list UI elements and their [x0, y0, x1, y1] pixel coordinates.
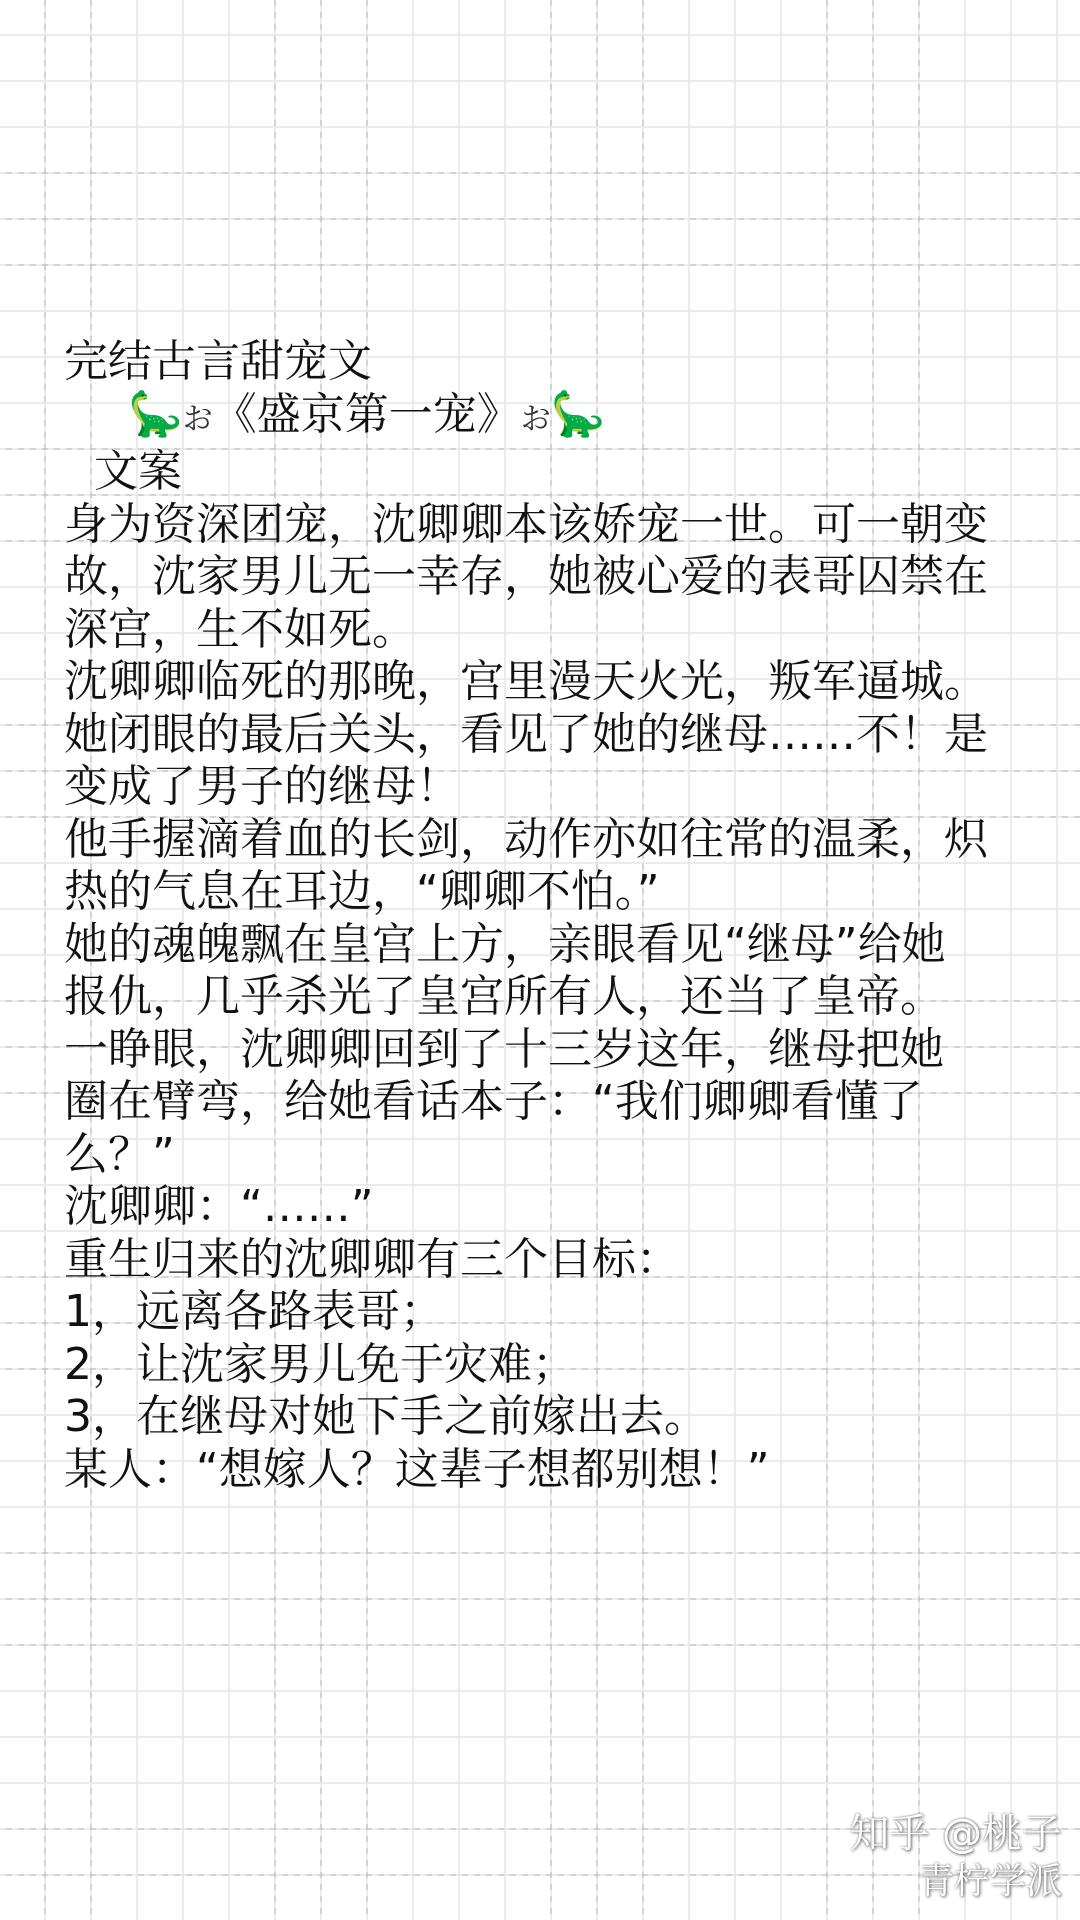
doc-title: 完结古言甜宠文 — [64, 336, 372, 387]
book-title-line — [64, 389, 1024, 447]
text-line: 热的气息在耳边，“卿卿不怕。” — [64, 866, 660, 917]
watermark-bottom: 青柠学派 — [917, 1861, 1062, 1902]
text-line: 一睁眼，沈卿卿回到了十三岁这年，继母把她 — [64, 1023, 944, 1075]
text-line: 深宫，生不如死。 — [64, 603, 416, 655]
text-line: 沈卿卿临死的那晚，宫里漫天火光，叛军逼城。 — [64, 656, 988, 707]
book-name: 《盛京第一宠》 — [212, 388, 521, 440]
text-line: 1，远离各路表哥； — [64, 1286, 444, 1337]
left-deco: お — [182, 401, 213, 437]
dinosaur-icon: 🦕 — [550, 388, 606, 440]
synopsis — [64, 499, 1024, 1497]
text-line: 身为资深团宠，沈卿卿本该娇宠一世。可一朝变 — [64, 498, 988, 550]
section-heading: 文案 — [94, 446, 182, 497]
right-deco: お — [520, 401, 551, 437]
document-text — [64, 336, 1024, 1496]
watermark-top: 知乎 @桃子 — [849, 1811, 1062, 1857]
text-line: 沈卿卿：“……” — [64, 1181, 374, 1232]
text-line: 她的魂魄飘在皇宫上方，亲眼看见“继母”给她 — [64, 918, 946, 970]
text-line: 3，在继母对她下手之前嫁出去。 — [64, 1391, 708, 1442]
text-line: 报仇，几乎杀光了皇宫所有人，还当了皇帝。 — [64, 971, 944, 1022]
text-line: 2，让沈家男儿免于灾难； — [64, 1338, 576, 1390]
text-line: 她闭眼的最后关头，看见了她的继母……不！是 — [64, 708, 988, 760]
text-line: 圈在臂弯，给她看话本子：“我们卿卿看懂了 — [64, 1076, 923, 1127]
dinosaur-icon: 🦕 — [128, 388, 183, 440]
text-line: 么？” — [64, 1128, 175, 1180]
text-line: 他手握滴着血的长剑，动作亦如往常的温柔，炽 — [64, 813, 988, 865]
watermark — [849, 1810, 1062, 1906]
text-line: 变成了男子的继母！ — [64, 761, 460, 812]
text-line: 故，沈家男儿无一幸存，她被心爱的表哥囚禁在 — [64, 551, 988, 602]
text-line: 重生归来的沈卿卿有三个目标： — [64, 1233, 680, 1285]
text-line: 某人：“想嫁人？这辈子想都别想！” — [64, 1443, 770, 1495]
